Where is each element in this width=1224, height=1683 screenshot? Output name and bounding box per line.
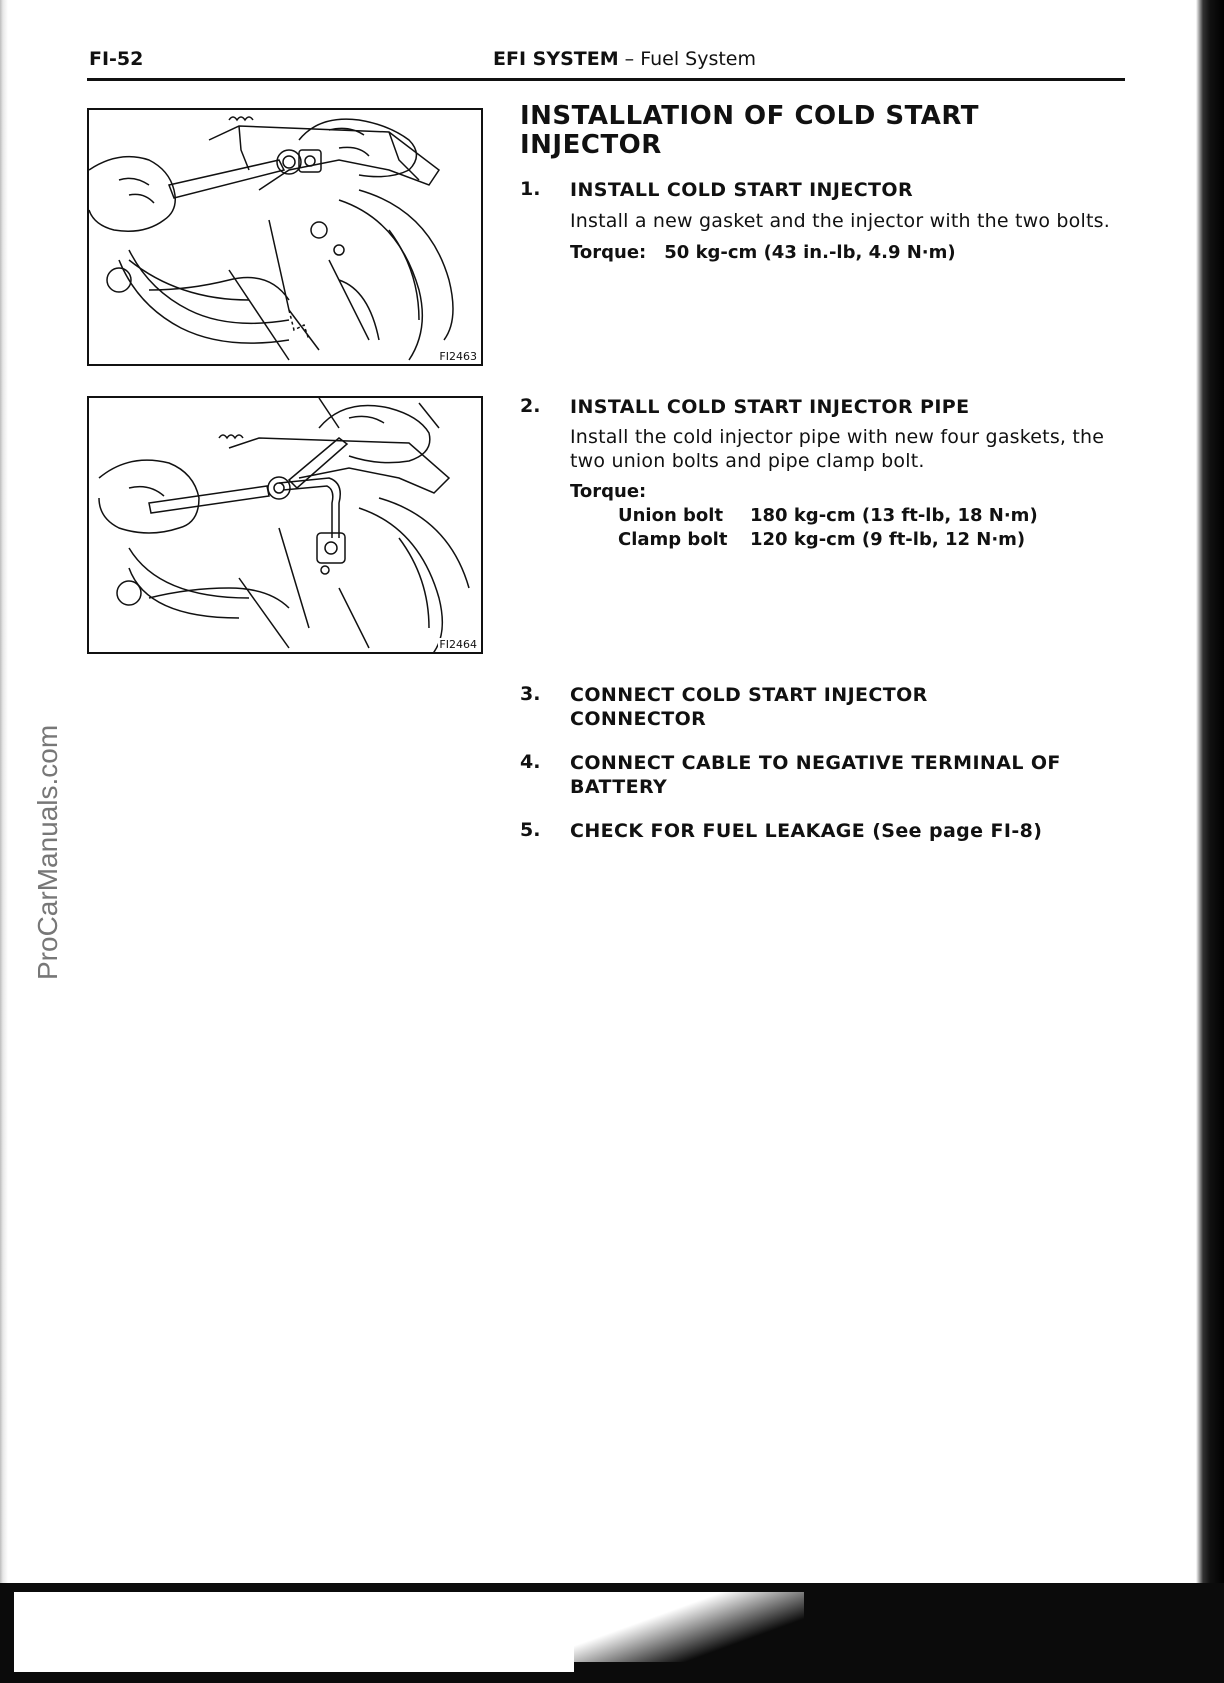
step-number: 2. xyxy=(520,395,541,417)
torque-spec xyxy=(570,242,956,263)
scan-paper-torn-edge xyxy=(574,1592,804,1662)
page-header xyxy=(87,44,1125,81)
watermark xyxy=(32,724,63,1000)
scan-edge-right xyxy=(1196,0,1224,1583)
torque-row-label: Clamp bolt xyxy=(618,529,728,550)
injector-illustration xyxy=(89,110,481,364)
torque-row-value: 180 kg-cm (13 ft-lb, 18 N·m) xyxy=(750,505,1038,526)
torque-row xyxy=(618,505,1038,526)
step-title: CHECK FOR FUEL LEAKAGE (See page FI-8) xyxy=(570,820,1043,842)
step-title: INSTALL COLD START INJECTOR PIPE xyxy=(570,396,970,418)
scan-edge-left xyxy=(0,0,8,1683)
step-number: 5. xyxy=(520,819,541,841)
header-title xyxy=(493,48,756,70)
step-number: 1. xyxy=(520,178,541,200)
step-title: CONNECT CABLE TO NEGATIVE TERMINAL OF BATTERY xyxy=(570,752,1061,798)
torque-label: Torque: xyxy=(570,481,647,502)
figure-code: FI2464 xyxy=(439,638,477,651)
section-title: INSTALLATION OF COLD START INJECTOR xyxy=(520,101,980,160)
step-title: CONNECT COLD START INJECTOR CONNECTOR xyxy=(570,684,928,730)
torque-row-label: Union bolt xyxy=(618,505,724,526)
figure-install-injector xyxy=(87,108,483,366)
watermark-text: ProCarManuals.com xyxy=(32,724,63,980)
figure-code: FI2463 xyxy=(439,350,477,363)
torque-row-value: 120 kg-cm (9 ft-lb, 12 N·m) xyxy=(750,529,1026,550)
step-number: 4. xyxy=(520,751,541,773)
step-title: INSTALL COLD START INJECTOR xyxy=(570,179,913,201)
figure-install-pipe xyxy=(87,396,483,654)
header-section: EFI SYSTEM xyxy=(493,48,619,70)
torque-label: Torque: xyxy=(570,242,647,263)
header-subsection: – Fuel System xyxy=(618,48,756,70)
torque-row xyxy=(618,529,1025,550)
step-number: 3. xyxy=(520,683,541,705)
page-code: FI-52 xyxy=(89,48,144,70)
injector-pipe-illustration xyxy=(89,398,481,652)
scan-paper-corner xyxy=(14,1592,574,1672)
torque-value: 50 kg-cm (43 in.-lb, 4.9 N·m) xyxy=(664,242,956,263)
step-text: Install the cold injector pipe with new four gaskets, the two union bolts and pipe clamp bolt. xyxy=(570,426,1105,472)
step-text: Install a new gasket and the injector with the two bolts. xyxy=(570,210,1110,232)
